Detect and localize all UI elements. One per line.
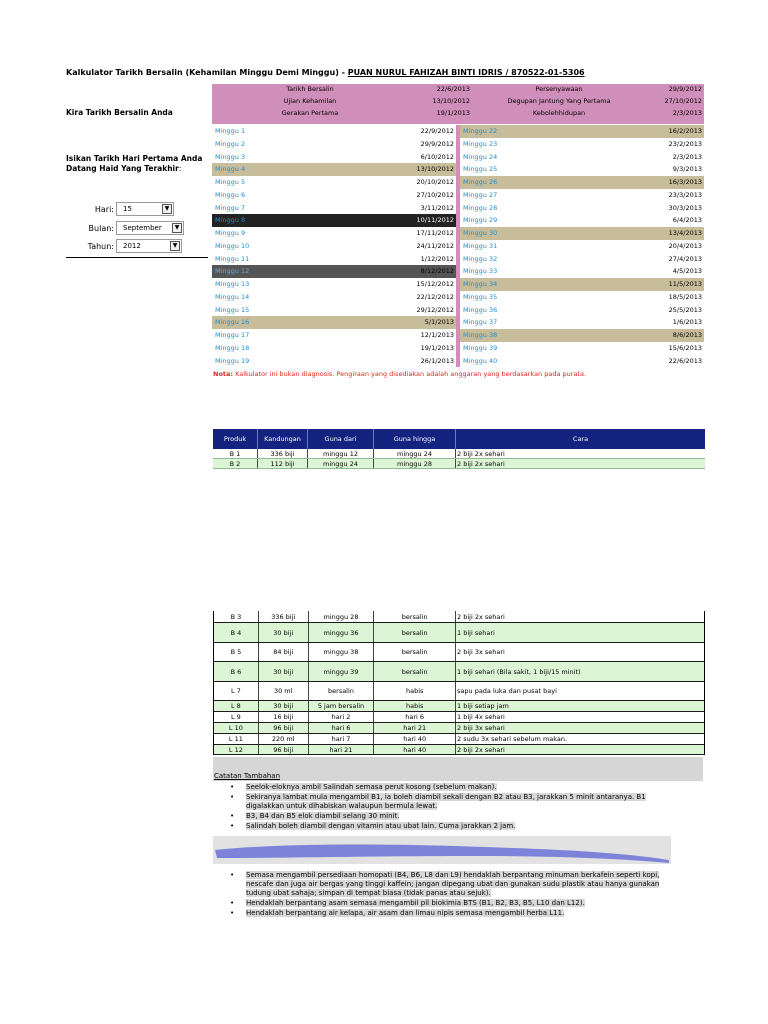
- week-row: [212, 202, 704, 215]
- week-cell: [212, 355, 456, 368]
- week-cell: [460, 151, 704, 164]
- product-table-header: [213, 429, 705, 449]
- table-cell: 30 ml: [259, 682, 309, 700]
- table-cell: 2 biji 2x sehari: [457, 612, 505, 621]
- brush-stroke-icon: [213, 836, 671, 864]
- week-cell: [460, 189, 704, 202]
- table-cell: hari 2: [309, 712, 375, 722]
- column-divider: [456, 125, 460, 138]
- lmp-label: [66, 154, 206, 174]
- week-row: [212, 291, 704, 304]
- tahun-label: Tahun:: [87, 241, 114, 251]
- column-divider: [456, 227, 460, 240]
- table-row: [214, 643, 704, 662]
- week-cell: [460, 138, 704, 151]
- week-row: [212, 253, 704, 266]
- week-date: 23/3/2013: [668, 190, 702, 199]
- week-row: [212, 214, 704, 227]
- chevron-down-icon[interactable]: ▼: [172, 223, 182, 233]
- note-label: Nota:: [213, 370, 233, 378]
- list-item-text: Sekiranya lambat mula mengambil B1, ia boleh diambil sekali dengan B2 atau B3, jarakkan 5 minit antaranya. B1 digalakkan untuk dihabiskan walaupun bermula lewat.: [246, 793, 646, 810]
- week-date: 1/12/2012: [420, 254, 454, 263]
- week-cell: [212, 163, 456, 176]
- column-divider: [456, 342, 460, 355]
- list-item: [230, 909, 680, 918]
- table-row: [214, 734, 704, 745]
- table-cell: minggu 28: [309, 611, 375, 622]
- week-date: 6/10/2012: [420, 152, 454, 161]
- table-cell: 30 biji: [259, 623, 309, 642]
- bulan-label: Bulan:: [88, 223, 114, 233]
- week-label: Minggu 13: [215, 280, 250, 288]
- bulan-value: September: [123, 224, 162, 232]
- list-item-text: Semasa mengambil persediaan homopati (B4, B6, L8 dan L9) hendaklah berpantang minuman berkafein seperti kopi, nescafe dan juga air bergas yang tinggi kaffein; jangan dipegang ubat dan gunakan sudu plastik atau hanya gunakan tudung ubat sahaja; simpan di tempat biasa (tidak panas atau sejuk).: [246, 871, 660, 897]
- week-date: 23/2/2013: [668, 139, 702, 148]
- week-cell: [212, 316, 456, 329]
- week-cell: [212, 265, 456, 278]
- column-divider: [456, 214, 460, 227]
- tahun-row: [70, 239, 182, 253]
- table-cell: B 2: [213, 459, 258, 468]
- week-label: Minggu 19: [215, 356, 250, 365]
- week-cell: [460, 304, 704, 317]
- week-date: 20/4/2013: [668, 241, 702, 250]
- table-cell: 1 biji sehari: [457, 628, 495, 637]
- summary-value: 27/10/2012: [664, 97, 702, 105]
- column-divider: [456, 151, 460, 164]
- table-cell: bersalin: [309, 682, 375, 700]
- hari-select[interactable]: [116, 202, 174, 216]
- table-cell: hari 21: [374, 723, 456, 733]
- week-label: Minggu 37: [463, 318, 498, 327]
- table-cell: bersalin: [374, 662, 456, 681]
- week-label: Minggu 1: [215, 127, 246, 135]
- table-row: [214, 611, 704, 623]
- catatan-header-box: [213, 757, 703, 781]
- table-cell: 1 biji 4x sehari: [457, 713, 505, 721]
- table-cell: B 1: [213, 449, 258, 458]
- week-label: Minggu 24: [463, 152, 498, 161]
- table-cell: 30 biji: [259, 662, 309, 681]
- table-cell: B 4: [214, 623, 259, 642]
- table-cell: L 7: [214, 682, 259, 700]
- table-cell: hari 40: [374, 745, 456, 754]
- list-item: [230, 822, 680, 831]
- summary-value: 22/6/2013: [436, 85, 470, 93]
- column-divider: [456, 189, 460, 202]
- table-cell: habis: [374, 682, 456, 700]
- week-cell: [212, 151, 456, 164]
- week-date: 15/12/2012: [416, 280, 454, 288]
- table-row: [214, 712, 704, 723]
- table-cell: minggu 24: [308, 459, 374, 468]
- week-label: Minggu 8: [215, 216, 246, 225]
- col-header: Produk: [213, 429, 258, 449]
- weeks-table: [212, 125, 704, 367]
- table-cell: 1 biji setiap jam: [457, 702, 509, 710]
- table-row: [214, 682, 704, 701]
- list-item-text: Hendaklah berpantang asam semasa mengambil pil biokimia BTS (B1, B2, B3, B5, L10 dan L12).: [246, 899, 585, 907]
- week-label: Minggu 3: [215, 152, 246, 161]
- week-row: [212, 227, 704, 240]
- summary-row: [212, 97, 704, 108]
- list-item-text: B3, B4 dan B5 elok diambil selang 30 minit.: [246, 812, 400, 820]
- hari-row: [70, 202, 174, 216]
- week-label: Minggu 15: [215, 305, 250, 314]
- table-cell: B 5: [214, 643, 259, 661]
- table-cell: 112 biji: [258, 459, 308, 468]
- week-row: [212, 355, 704, 368]
- week-cell: [212, 138, 456, 151]
- col-header: Guna dari: [308, 429, 374, 449]
- week-date: 13/4/2013: [668, 229, 702, 237]
- week-label: Minggu 36: [463, 305, 498, 314]
- col-header: Guna hingga: [374, 429, 456, 449]
- table-cell: L 8: [214, 701, 259, 711]
- table-cell: hari 21: [309, 745, 375, 754]
- week-label: Minggu 25: [463, 165, 498, 174]
- summary-value: 19/1/2013: [436, 109, 470, 117]
- week-date: 22/12/2012: [416, 292, 454, 301]
- table-cell: sapu pada luka dan pusat bayi: [457, 687, 557, 695]
- table-cell: 2 biji 2x sehari: [457, 745, 505, 754]
- week-label: Minggu 16: [215, 318, 250, 327]
- summary-label: Persenyawaan: [535, 85, 583, 93]
- column-divider: [456, 176, 460, 189]
- week-label: Minggu 18: [215, 343, 250, 352]
- summary-value: 29/9/2012: [668, 85, 702, 93]
- week-cell: [212, 227, 456, 240]
- week-date: 27/4/2013: [668, 254, 702, 263]
- week-date: 8/6/2013: [672, 331, 702, 339]
- week-cell: [460, 278, 704, 291]
- week-row: [212, 278, 704, 291]
- list-item-text: Salindah boleh diambil dengan vitamin atau ubat lain. Cuma jarakkan 2 jam.: [246, 822, 516, 830]
- summary-label: Degupan Jantung Yang Pertama: [507, 97, 611, 105]
- list-item: [230, 783, 680, 792]
- week-label: Minggu 4: [215, 165, 246, 174]
- lmp-label-colon: :: [178, 164, 182, 173]
- week-row: [212, 151, 704, 164]
- column-divider: [456, 329, 460, 342]
- table-cell: hari 40: [374, 734, 456, 744]
- tahun-value: 2012: [123, 242, 141, 250]
- week-label: Minggu 23: [463, 139, 498, 148]
- hari-label: Hari:: [94, 204, 114, 214]
- table-cell: 220 ml: [259, 734, 309, 744]
- divider-line: [66, 257, 208, 258]
- lmp-label-text: Isikan Tarikh Hari Pertama Anda Datang Haid Yang Terakhir: [66, 154, 203, 173]
- table-cell: minggu 38: [309, 643, 375, 661]
- table-cell: minggu 28: [374, 459, 456, 468]
- table-row: [214, 623, 704, 643]
- week-cell: [212, 304, 456, 317]
- week-cell: [460, 355, 704, 368]
- week-date: 8/12/2012: [420, 267, 454, 276]
- week-label: Minggu 10: [215, 241, 250, 250]
- product-table-body: [213, 449, 705, 469]
- column-divider: [456, 316, 460, 329]
- column-divider: [456, 163, 460, 176]
- week-cell: [460, 291, 704, 304]
- table-cell: minggu 24: [374, 449, 456, 458]
- week-label: Minggu 26: [463, 178, 498, 186]
- week-label: Minggu 9: [215, 229, 246, 237]
- week-row: [212, 304, 704, 317]
- bulan-select[interactable]: [116, 221, 184, 235]
- week-date: 13/10/2012: [416, 165, 454, 174]
- summary-row: [212, 109, 704, 120]
- table-cell: L 9: [214, 712, 259, 722]
- week-date: 19/1/2013: [420, 343, 454, 352]
- week-label: Minggu 40: [463, 356, 498, 365]
- week-cell: [460, 202, 704, 215]
- week-label: Minggu 29: [463, 216, 498, 225]
- calc-label: Kira Tarikh Bersalin Anda: [66, 108, 173, 117]
- table-cell: B 6: [214, 662, 259, 681]
- list-item: [230, 793, 680, 811]
- week-label: Minggu 11: [215, 254, 250, 263]
- week-date: 25/5/2013: [668, 305, 702, 314]
- week-cell: [212, 278, 456, 291]
- week-date: 3/11/2012: [420, 203, 454, 212]
- week-cell: [212, 189, 456, 202]
- list-item: [230, 899, 680, 908]
- column-divider: [456, 355, 460, 368]
- week-label: Minggu 33: [463, 267, 498, 276]
- table-cell: L 12: [214, 745, 259, 754]
- week-label: Minggu 35: [463, 292, 498, 301]
- table-row: [214, 662, 704, 682]
- week-date: 12/1/2013: [420, 331, 454, 339]
- table-cell: bersalin: [374, 611, 456, 622]
- week-date: 30/3/2013: [668, 203, 702, 212]
- week-date: 5/1/2013: [424, 318, 454, 327]
- table-cell: 2 sudu 3x sehari sebelum makan.: [457, 735, 568, 743]
- week-row: [212, 329, 704, 342]
- week-row: [212, 342, 704, 355]
- week-date: 18/5/2013: [668, 292, 702, 301]
- table-cell: 2 biji 2x sehari: [457, 459, 505, 468]
- week-label: Minggu 39: [463, 343, 498, 352]
- bulan-row: [70, 221, 184, 235]
- column-divider: [456, 304, 460, 317]
- table-cell: hari 6: [374, 712, 456, 722]
- week-cell: [460, 342, 704, 355]
- week-date: 6/4/2013: [672, 216, 702, 225]
- catatan-list-2: [230, 871, 680, 919]
- week-row: [212, 163, 704, 176]
- list-item: [230, 871, 680, 898]
- table-cell: L 11: [214, 734, 259, 744]
- table-cell: hari 6: [309, 723, 375, 733]
- week-date: 10/11/2012: [416, 216, 454, 225]
- week-date: 16/2/2013: [668, 127, 702, 135]
- week-row: [212, 265, 704, 278]
- disclaimer-note: [213, 370, 586, 378]
- list-item: [230, 812, 680, 821]
- week-cell: [212, 240, 456, 253]
- week-label: Minggu 34: [463, 280, 498, 288]
- table-cell: 16 biji: [259, 712, 309, 722]
- week-cell: [212, 202, 456, 215]
- week-label: Minggu 6: [215, 190, 246, 199]
- week-date: 22/6/2013: [668, 356, 702, 365]
- summary-label: Tarikh Bersalin: [286, 85, 334, 93]
- week-row: [212, 316, 704, 329]
- column-divider: [456, 202, 460, 215]
- summary-value: 2/3/2013: [672, 109, 702, 117]
- week-label: Minggu 28: [463, 203, 498, 212]
- column-divider: [456, 265, 460, 278]
- week-date: 1/6/2013: [672, 318, 702, 327]
- table-row: [213, 459, 705, 469]
- table-cell: 84 biji: [259, 643, 309, 661]
- week-date: 4/5/2013: [672, 267, 702, 276]
- table-cell: hari 7: [309, 734, 375, 744]
- summary-label: Gerakan Pertama: [281, 109, 339, 117]
- week-cell: [212, 342, 456, 355]
- week-cell: [212, 253, 456, 266]
- week-cell: [460, 253, 704, 266]
- week-label: Minggu 30: [463, 229, 498, 237]
- table-cell: bersalin: [374, 623, 456, 642]
- table-cell: habis: [374, 701, 456, 711]
- week-label: Minggu 31: [463, 241, 498, 250]
- table-row: [214, 723, 704, 734]
- catatan-title: Catatan Tambahan: [214, 772, 281, 780]
- week-cell: [212, 291, 456, 304]
- week-row: [212, 240, 704, 253]
- week-cell: [460, 329, 704, 342]
- chevron-down-icon[interactable]: ▼: [170, 241, 180, 251]
- week-label: Minggu 27: [463, 190, 498, 199]
- week-label: Minggu 14: [215, 292, 250, 301]
- week-date: 29/9/2012: [420, 139, 454, 148]
- title-author: PUAN NURUL FAHIZAH BINTI IDRIS / 870522-01-5306: [347, 68, 585, 77]
- week-date: 22/9/2012: [420, 127, 454, 135]
- week-cell: [212, 125, 456, 138]
- column-divider: [456, 291, 460, 304]
- table-cell: 96 biji: [259, 723, 309, 733]
- table-cell: 5 jam bersalin: [309, 701, 375, 711]
- product-table: [213, 429, 705, 469]
- summary-value: 13/10/2012: [432, 97, 470, 105]
- page-title: [66, 68, 585, 77]
- col-header: Cara: [572, 435, 589, 443]
- week-date: 26/1/2013: [420, 356, 454, 365]
- summary-row: [212, 85, 704, 96]
- week-date: 11/5/2013: [668, 280, 702, 288]
- week-label: Minggu 38: [463, 331, 498, 339]
- week-date: 29/12/2012: [416, 305, 454, 314]
- table-cell: bersalin: [374, 643, 456, 661]
- week-label: Minggu 12: [215, 267, 250, 276]
- table-cell: 336 biji: [259, 611, 309, 622]
- title-prefix: Kalkulator Tarikh Bersalin (Kehamilan Minggu Demi Minggu) -: [66, 68, 348, 77]
- week-date: 17/11/2012: [416, 229, 454, 237]
- week-label: Minggu 7: [215, 203, 246, 212]
- week-row: [212, 176, 704, 189]
- week-date: 15/6/2013: [668, 343, 702, 352]
- week-cell: [212, 214, 456, 227]
- week-date: 20/10/2012: [416, 178, 454, 186]
- week-label: Minggu 17: [215, 331, 250, 339]
- col-header: Kandungan: [258, 429, 308, 449]
- product-table-continued: [213, 611, 705, 755]
- list-item-text: Seelok-eloknya ambil Salindah semasa perut kosong (sebelum makan).: [246, 783, 497, 791]
- decorative-brush-stroke: [213, 836, 671, 864]
- table-cell: minggu 12: [308, 449, 374, 458]
- hari-value: 15: [123, 205, 132, 213]
- week-row: [212, 189, 704, 202]
- summary-label: Kebolehhidupan: [532, 109, 586, 117]
- week-cell: [460, 176, 704, 189]
- week-cell: [460, 214, 704, 227]
- table-cell: 2 biji 2x sehari: [457, 449, 505, 458]
- summary-block: [212, 84, 704, 124]
- week-cell: [460, 125, 704, 138]
- chevron-down-icon[interactable]: ▼: [162, 204, 172, 214]
- table-cell: minggu 39: [309, 662, 375, 681]
- week-date: 24/11/2012: [416, 241, 454, 250]
- table-cell: 1 biji sehari (Bila sakit, 1 biji/15 minit): [457, 667, 581, 676]
- list-item-text: Hendaklah berpantang air kelapa, air asam dan limau nipis semasa mengambil herba L11.: [246, 909, 565, 917]
- week-cell: [460, 240, 704, 253]
- week-date: 2/3/2013: [672, 152, 702, 161]
- column-divider: [456, 253, 460, 266]
- week-cell: [460, 316, 704, 329]
- table-row: [214, 701, 704, 712]
- table-cell: minggu 36: [309, 623, 375, 642]
- table-cell: 2 biji 3x sehari: [457, 724, 505, 732]
- week-label: Minggu 32: [463, 254, 498, 263]
- week-cell: [212, 176, 456, 189]
- week-cell: [460, 227, 704, 240]
- week-cell: [460, 265, 704, 278]
- catatan-list: [230, 783, 680, 832]
- table-cell: L 10: [214, 723, 259, 733]
- table-row: [214, 745, 704, 755]
- week-cell: [212, 329, 456, 342]
- week-label: Minggu 2: [215, 139, 246, 148]
- week-date: 9/3/2013: [672, 165, 702, 174]
- table-cell: 96 biji: [259, 745, 309, 754]
- column-divider: [456, 278, 460, 291]
- column-divider: [456, 138, 460, 151]
- summary-label: Ujian Kehamilan: [283, 97, 337, 105]
- table-cell: 2 biji 3x sehari: [457, 648, 505, 656]
- week-label: Minggu 5: [215, 178, 246, 186]
- tahun-select[interactable]: [116, 239, 182, 253]
- table-row: [213, 449, 705, 459]
- table-cell: 336 biji: [258, 449, 308, 458]
- week-label: Minggu 22: [463, 127, 498, 135]
- column-divider: [456, 240, 460, 253]
- note-text: Kalkulator ini bukan diagnosis. Pengiraan yang disediakan adalah anggaran yang berdasarkan pada purata.: [233, 370, 587, 378]
- week-date: 16/3/2013: [668, 178, 702, 186]
- week-row: [212, 125, 704, 138]
- week-date: 27/10/2012: [416, 190, 454, 199]
- week-cell: [460, 163, 704, 176]
- week-row: [212, 138, 704, 151]
- table-cell: 30 biji: [259, 701, 309, 711]
- table-cell: B 3: [214, 611, 259, 622]
